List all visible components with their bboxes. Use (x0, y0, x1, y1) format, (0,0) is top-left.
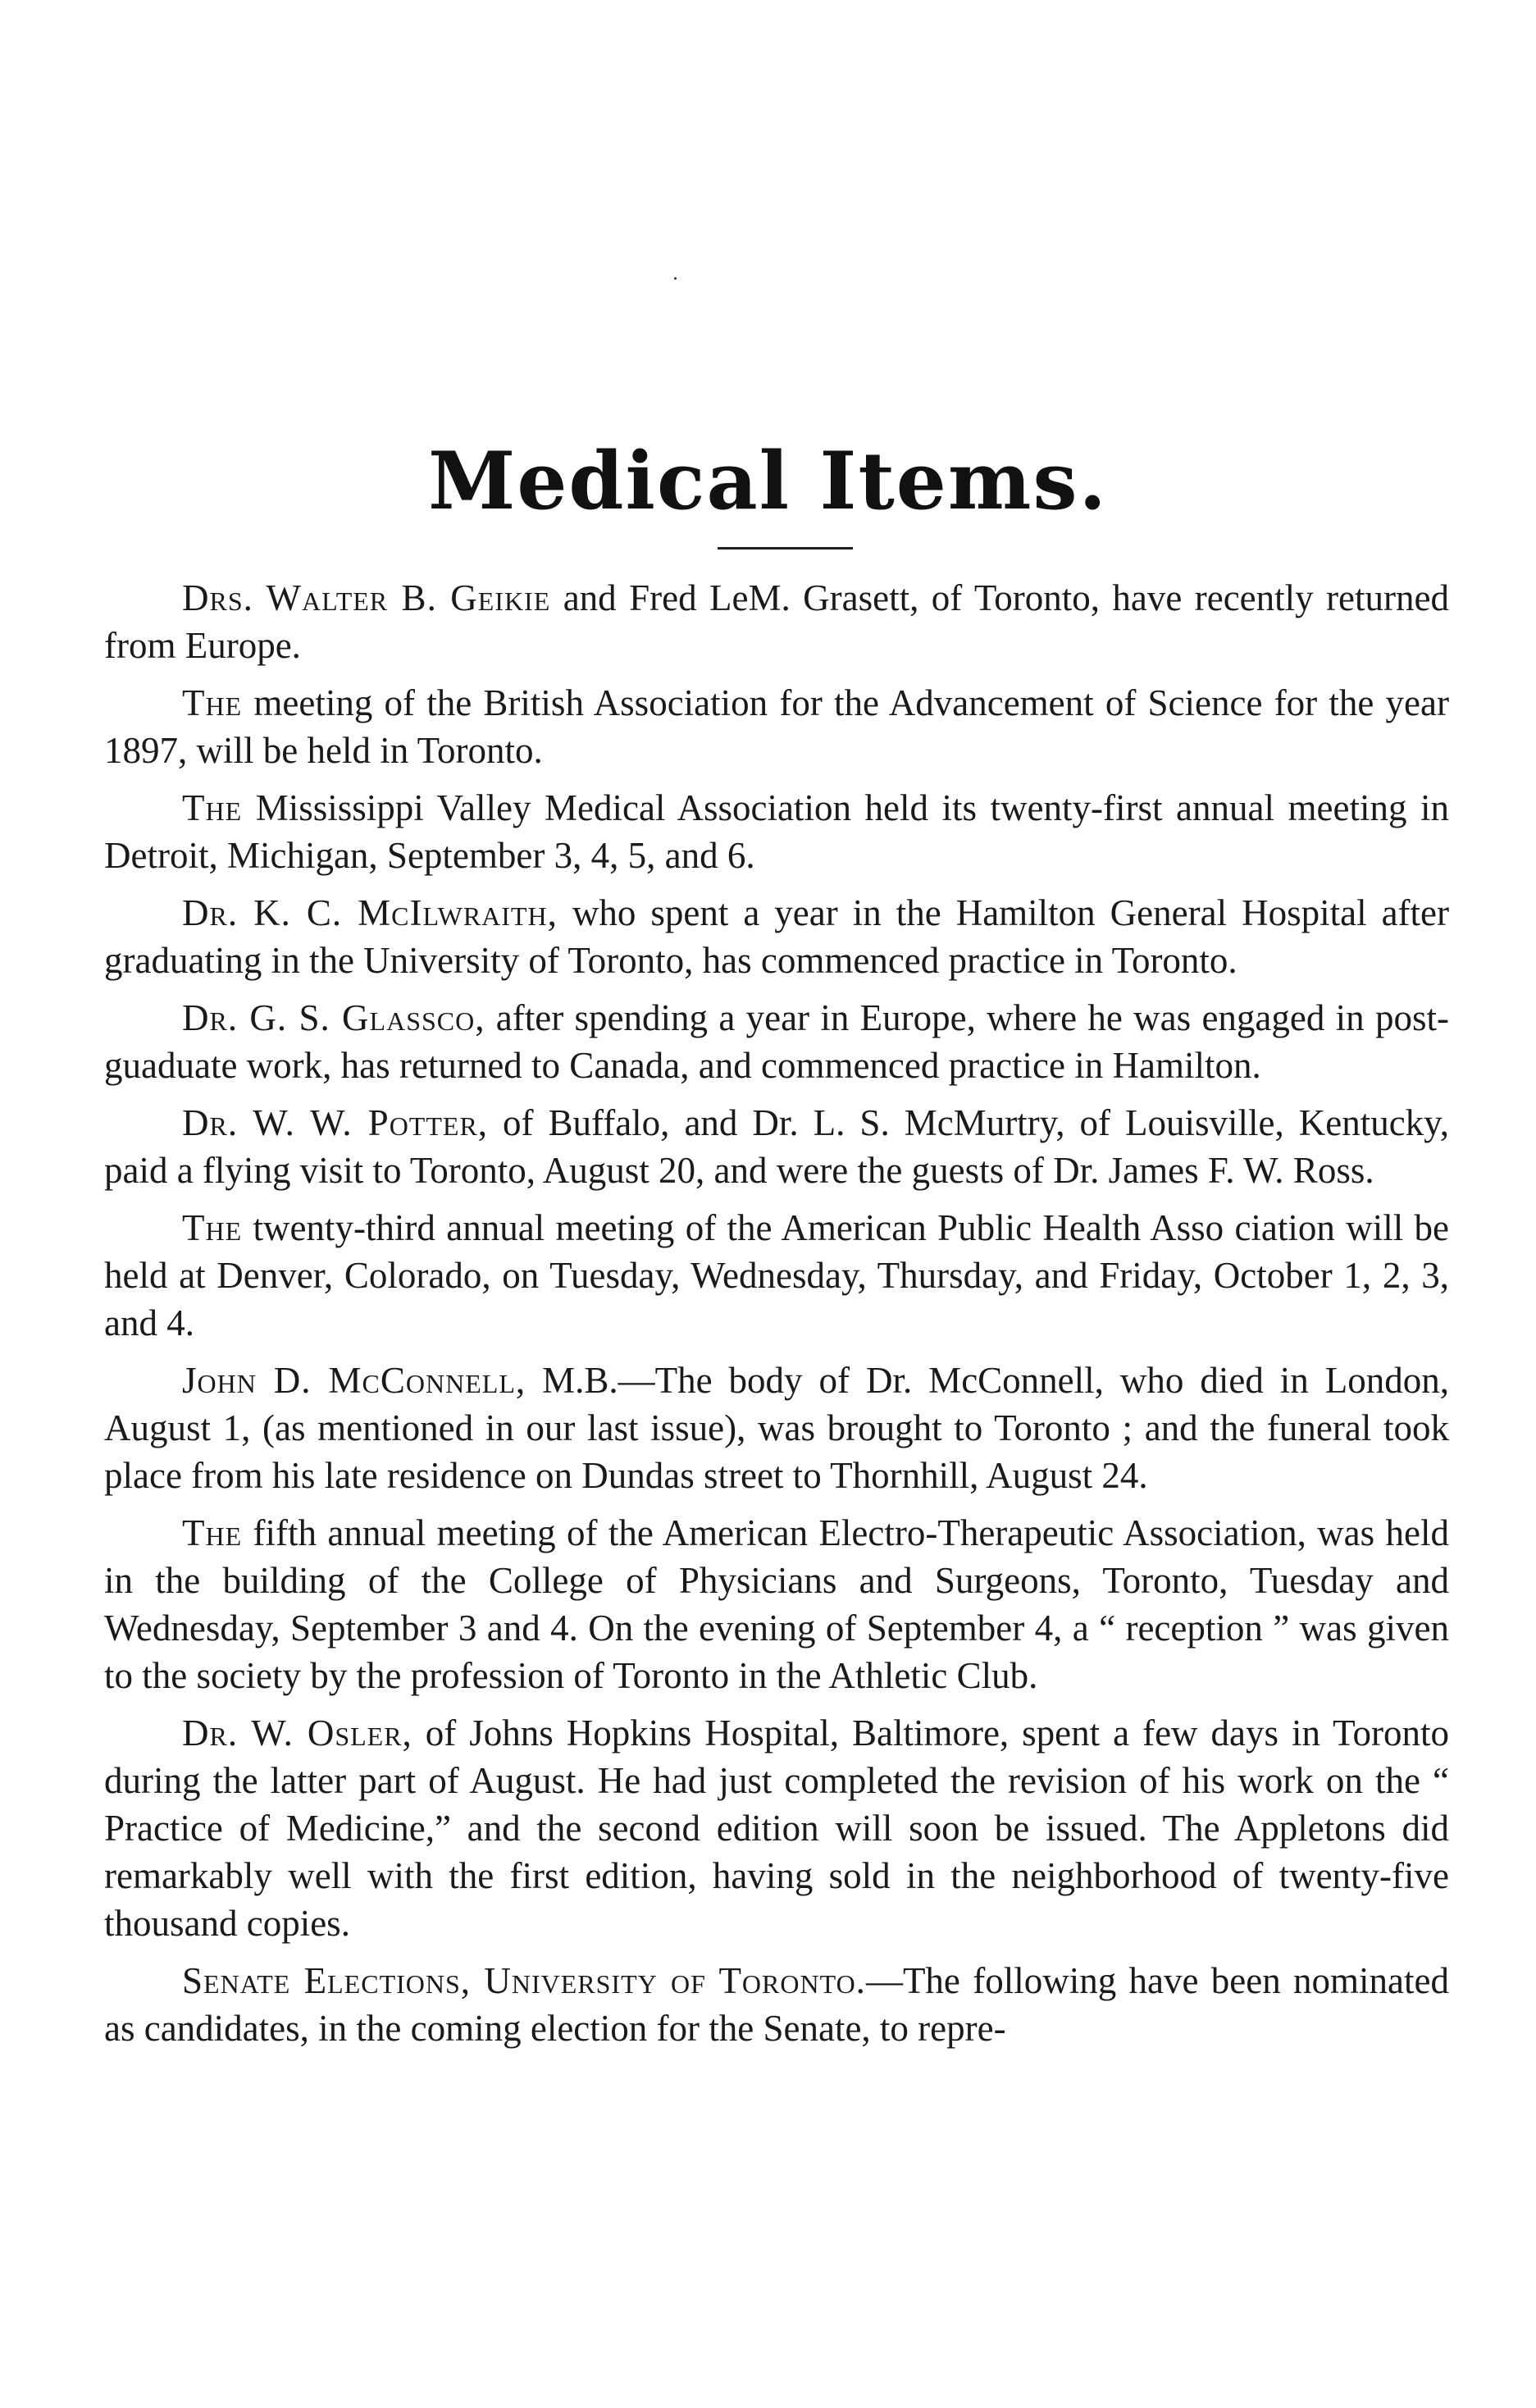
article-body (104, 574, 1449, 2062)
item-lead: Dr. W. W. Potter, (182, 1102, 489, 1143)
item-lead: Drs. Walter B. Geikie (182, 577, 551, 618)
item-text: twenty-third annual meeting of the American Public Health Asso ciation will be held at Denver, Colorado, on Tuesday, Wednesday, Thursday, and Friday, October 1, 2, 3, and 4. (104, 1207, 1449, 1343)
news-item-mcilwraith (104, 889, 1449, 984)
item-lead: Dr. K. C. McIlwraith, (182, 892, 558, 933)
item-lead: John D. McConnell, (182, 1360, 526, 1401)
news-item-mississippi-valley (104, 784, 1449, 879)
item-text: after spending a year in Europe, where he was engaged in post-guaduate work, has returned to Canada, and commenced practice in Hamilton. (104, 997, 1449, 1086)
news-item-geikie-grasett (104, 574, 1449, 669)
news-item-senate-elections (104, 1957, 1449, 2052)
item-text: who spent a year in the Hamilton General Hospital after graduating in the University of Toronto, has commenced practice in Toronto. (104, 892, 1449, 981)
item-text: Mississippi Valley Medical Association held its twenty-first annual meeting in Detroit, Michigan, September 3, 4, 5, and 6. (104, 787, 1449, 876)
item-text: of Johns Hopkins Hospital, Baltimore, spent a few days in Toronto during the latter part of August. He had just completed the revision of his work on the “ Practice of Medicine,” and the second edition will soon be issued. The Appletons did remarkably well with the first edition, having sold in the neighborhood of twenty-five thousand copies. (104, 1713, 1449, 1944)
news-item-british-association (104, 679, 1449, 774)
news-item-mcconnell (104, 1357, 1449, 1499)
page-title: Medical Items. (428, 435, 1108, 527)
news-item-osler (104, 1709, 1449, 1947)
item-lead: Senate Elections, University of Toronto. (182, 1960, 866, 2001)
item-text: fifth annual meeting of the American Electro-Therapeutic Association, was held in the building of the College of Physicians and Surgeons, Toronto, Tuesday and Wednesday, September 3 and 4. On the evening of September 4, a “ reception ” was given to the society by the profession of Toronto in the Athletic Club. (104, 1512, 1449, 1696)
item-lead: The (182, 787, 243, 828)
news-item-glassco (104, 994, 1449, 1089)
item-lead: The (182, 682, 243, 723)
item-lead: The (182, 1207, 243, 1248)
item-lead: Dr. W. Osler, (182, 1713, 412, 1754)
news-item-electro-therapeutic (104, 1509, 1449, 1699)
item-lead: Dr. G. S. Glassco, (182, 997, 485, 1038)
item-text: M.B.—The body of Dr. McConnell, who died in London, August 1, (as mentioned in our last issue), was brought to Toronto ; and the funeral took place from his late residence on Dundas street to Thornhill, August 24. (104, 1360, 1449, 1496)
item-text: meeting of the British Association for the Advancement of Science for the year 1897, will be held in Toronto. (104, 682, 1449, 771)
item-lead: The (182, 1512, 243, 1553)
item-text: of Buffalo, and Dr. L. S. McMurtry, of Louisville, Kentucky, paid a flying visit to Toronto, August 20, and were the guests of Dr. James F. W. Ross. (104, 1102, 1449, 1191)
news-item-public-health (104, 1204, 1449, 1347)
title-rule (718, 547, 853, 550)
item-text: —The following have been nominated as candidates, in the coming election for the Senate, to repre- (104, 1960, 1449, 2049)
news-item-potter (104, 1099, 1449, 1194)
item-text: and Fred LeM. Grasett, of Toronto, have recently returned from Europe. (104, 577, 1449, 666)
scan-speck (674, 277, 677, 280)
